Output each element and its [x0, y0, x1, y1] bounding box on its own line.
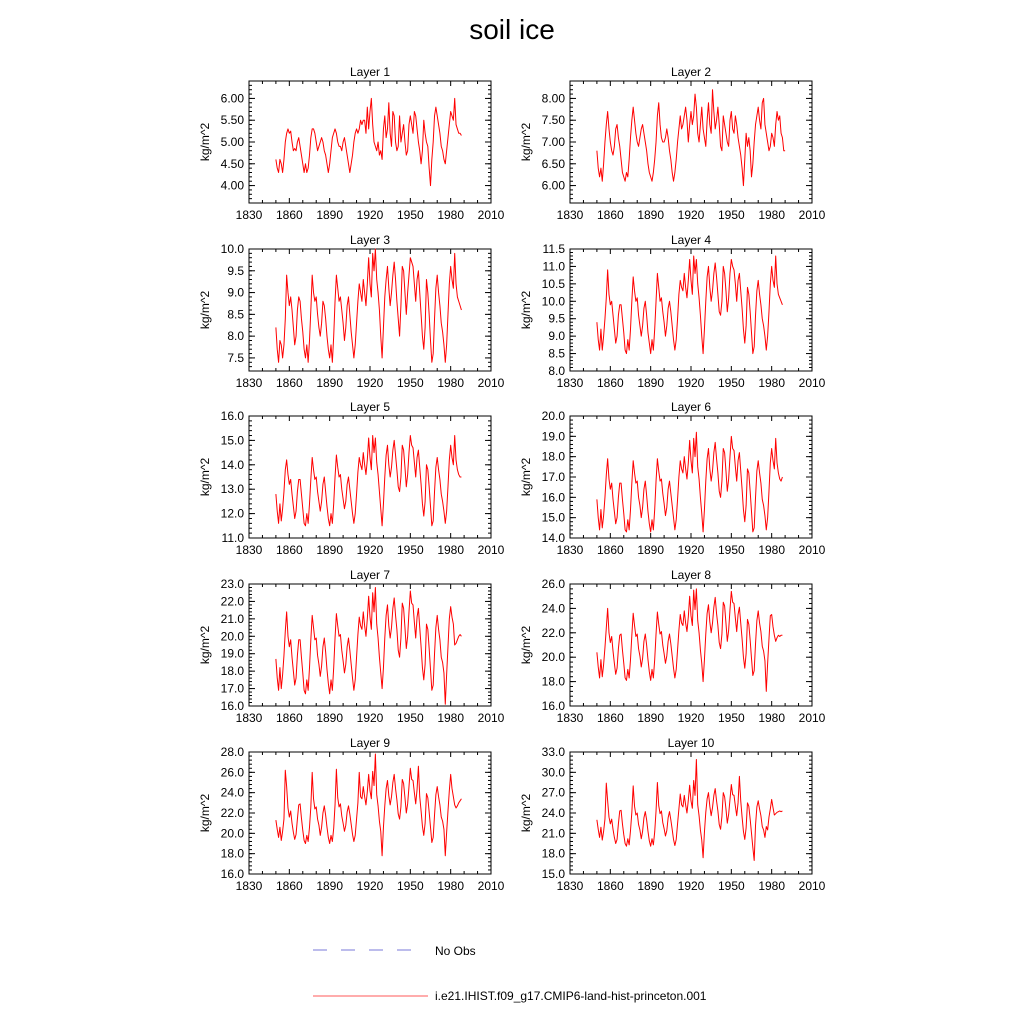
- y-tick-label: 6.00: [541, 178, 565, 193]
- x-tick-label: 1890: [637, 208, 665, 222]
- y-tick-label: 4.00: [220, 178, 244, 193]
- y-tick-label: 20.0: [541, 650, 565, 665]
- y-tick-label: 33.0: [541, 745, 565, 759]
- series-line: [276, 249, 462, 362]
- panel-3: [198, 233, 505, 390]
- plot-frame: [570, 81, 812, 203]
- x-tick-label: 1980: [758, 543, 786, 557]
- x-tick-label: 1980: [437, 711, 465, 725]
- y-tick-label: 22.0: [220, 594, 244, 609]
- x-tick-label: 2010: [477, 208, 505, 222]
- y-tick-label: 6.00: [220, 91, 244, 106]
- x-tick-label: 1860: [596, 711, 624, 725]
- x-tick-label: 1860: [596, 208, 624, 222]
- y-tick-label: 8.5: [548, 346, 565, 361]
- y-axis-label: kg/m^2: [198, 122, 212, 162]
- y-axis-label: kg/m^2: [198, 793, 212, 833]
- y-tick-label: 12.0: [220, 506, 244, 521]
- x-tick-label: 1920: [356, 711, 384, 725]
- x-tick-label: 1920: [677, 208, 705, 222]
- x-tick-label: 1830: [235, 376, 263, 390]
- x-tick-label: 1920: [677, 711, 705, 725]
- series-line: [597, 90, 785, 186]
- x-tick-label: 1890: [637, 376, 665, 390]
- x-tick-label: 1950: [396, 208, 424, 222]
- x-tick-label: 1920: [356, 208, 384, 222]
- y-tick-label: 24.0: [541, 806, 565, 820]
- y-tick-label: 18.0: [541, 846, 565, 861]
- y-axis-label: kg/m^2: [198, 625, 212, 665]
- x-tick-label: 1950: [396, 543, 424, 557]
- x-tick-label: 1980: [758, 879, 786, 893]
- x-tick-label: 1920: [677, 376, 705, 390]
- y-axis-label: kg/m^2: [519, 457, 533, 497]
- series-line: [597, 432, 783, 532]
- y-tick-label: 9.0: [548, 329, 565, 344]
- series-line: [276, 436, 462, 526]
- panel-9: [198, 736, 505, 893]
- plot-frame: [570, 584, 812, 706]
- panel-title: Layer 10: [667, 736, 715, 750]
- y-tick-label: 18.0: [541, 449, 565, 464]
- x-tick-label: 2010: [477, 543, 505, 557]
- y-tick-label: 21.0: [541, 826, 565, 841]
- x-tick-label: 1980: [437, 543, 465, 557]
- x-tick-label: 1920: [677, 543, 705, 557]
- x-tick-label: 1860: [596, 376, 624, 390]
- series-line: [276, 587, 462, 704]
- y-tick-label: 17.0: [541, 470, 565, 484]
- y-tick-label: 19.0: [220, 646, 244, 661]
- x-tick-label: 1950: [717, 208, 745, 222]
- y-tick-label: 13.0: [220, 482, 244, 497]
- x-tick-label: 1920: [356, 879, 384, 893]
- x-tick-label: 1860: [275, 711, 303, 725]
- y-axis-label: kg/m^2: [519, 290, 533, 330]
- panel-6: [519, 400, 826, 557]
- y-tick-label: 15.0: [541, 867, 565, 881]
- x-tick-label: 1860: [275, 376, 303, 390]
- panel-title: Layer 9: [349, 736, 391, 750]
- y-tick-label: 10.0: [220, 242, 244, 256]
- y-tick-label: 9.0: [227, 285, 244, 300]
- x-tick-label: 2010: [798, 376, 826, 390]
- x-tick-label: 2010: [477, 376, 505, 390]
- y-axis-label: kg/m^2: [519, 625, 533, 665]
- x-tick-label: 1950: [396, 711, 424, 725]
- y-axis-label: kg/m^2: [198, 457, 212, 497]
- y-tick-label: 26.0: [220, 765, 244, 780]
- x-tick-label: 1890: [637, 711, 665, 725]
- x-tick-label: 1860: [275, 879, 303, 893]
- y-axis-label: kg/m^2: [198, 290, 212, 330]
- x-tick-label: 1920: [356, 376, 384, 390]
- y-tick-label: 8.5: [227, 307, 244, 322]
- y-tick-label: 18.0: [220, 664, 244, 679]
- y-tick-label: 11.0: [221, 531, 244, 545]
- x-tick-label: 1830: [556, 879, 584, 893]
- x-tick-label: 1830: [556, 208, 584, 222]
- y-tick-label: 15.0: [220, 433, 244, 448]
- x-tick-label: 1980: [437, 208, 465, 222]
- y-tick-label: 28.0: [220, 745, 244, 759]
- x-tick-label: 1950: [396, 879, 424, 893]
- x-tick-label: 2010: [477, 711, 505, 725]
- x-tick-label: 1860: [275, 543, 303, 557]
- y-tick-label: 24.0: [541, 601, 565, 616]
- panel-5: [198, 400, 505, 557]
- panel-title: Layer 4: [670, 233, 712, 247]
- panel-8: [519, 568, 826, 725]
- x-tick-label: 1830: [556, 543, 584, 557]
- x-tick-label: 1980: [437, 879, 465, 893]
- x-tick-label: 1980: [758, 208, 786, 222]
- y-tick-label: 10.5: [541, 276, 565, 291]
- panel-7: [198, 568, 505, 725]
- y-tick-label: 20.0: [220, 826, 244, 841]
- x-tick-label: 1830: [556, 376, 584, 390]
- panel-title: Layer 5: [349, 400, 391, 414]
- y-tick-label: 22.0: [220, 806, 244, 820]
- x-tick-label: 1890: [637, 543, 665, 557]
- y-tick-label: 16.0: [541, 699, 565, 713]
- x-tick-label: 1860: [596, 543, 624, 557]
- y-tick-label: 23.0: [220, 577, 244, 591]
- y-tick-label: 7.50: [541, 113, 565, 128]
- y-axis-label: kg/m^2: [519, 122, 533, 162]
- y-tick-label: 14.0: [541, 531, 565, 545]
- y-tick-label: 18.0: [541, 674, 565, 689]
- x-tick-label: 1860: [275, 208, 303, 222]
- x-tick-label: 1830: [235, 543, 263, 557]
- y-tick-label: 8.00: [541, 91, 565, 106]
- y-tick-label: 17.0: [220, 681, 244, 696]
- panel-title: Layer 1: [349, 65, 391, 79]
- series-line: [597, 256, 783, 354]
- y-tick-label: 10.0: [541, 294, 565, 309]
- y-tick-label: 6.50: [541, 156, 565, 171]
- y-tick-label: 20.0: [541, 409, 565, 423]
- x-tick-label: 1890: [316, 711, 344, 725]
- x-tick-label: 1860: [596, 879, 624, 893]
- y-tick-label: 4.50: [220, 156, 244, 171]
- x-tick-label: 2010: [798, 879, 826, 893]
- y-tick-label: 9.5: [227, 263, 244, 278]
- y-tick-label: 5.50: [220, 113, 244, 128]
- panel-title: Layer 6: [670, 400, 712, 414]
- x-tick-label: 1890: [316, 543, 344, 557]
- x-tick-label: 1890: [637, 879, 665, 893]
- figure-title: soil ice: [469, 14, 555, 45]
- x-tick-label: 1830: [235, 711, 263, 725]
- x-tick-label: 1830: [556, 711, 584, 725]
- y-tick-label: 16.0: [220, 867, 244, 881]
- x-tick-label: 1950: [717, 376, 745, 390]
- legend-label-no-obs: No Obs: [435, 944, 476, 958]
- y-tick-label: 16.0: [541, 490, 565, 505]
- y-tick-label: 19.0: [541, 429, 565, 444]
- y-tick-label: 21.0: [220, 611, 244, 626]
- x-tick-label: 1890: [316, 376, 344, 390]
- x-tick-label: 1950: [396, 376, 424, 390]
- panel-title: Layer 2: [670, 65, 712, 79]
- x-tick-label: 1830: [235, 879, 263, 893]
- y-tick-label: 8.0: [227, 329, 244, 344]
- panel-4: [519, 233, 826, 390]
- y-tick-label: 5.00: [220, 135, 244, 149]
- series-line: [597, 589, 783, 691]
- y-tick-label: 16.0: [220, 699, 244, 713]
- y-tick-label: 24.0: [220, 785, 244, 800]
- panel-10: [519, 736, 826, 893]
- y-tick-label: 9.5: [548, 311, 565, 326]
- x-tick-label: 1980: [758, 376, 786, 390]
- panel-title: Layer 3: [349, 233, 391, 247]
- panel-title: Layer 8: [670, 568, 712, 582]
- x-tick-label: 2010: [477, 879, 505, 893]
- y-tick-label: 11.0: [542, 259, 565, 274]
- x-tick-label: 1920: [356, 543, 384, 557]
- y-tick-label: 20.0: [220, 629, 244, 644]
- x-tick-label: 1980: [758, 711, 786, 725]
- y-tick-label: 30.0: [541, 765, 565, 780]
- y-tick-label: 8.0: [548, 364, 565, 378]
- legend-label-model: i.e21.IHIST.f09_g17.CMIP6-land-hist-princeton.001: [435, 989, 707, 1003]
- panel-2: [519, 65, 826, 222]
- x-tick-label: 1950: [717, 711, 745, 725]
- y-tick-label: 15.0: [541, 510, 565, 525]
- y-tick-label: 16.0: [220, 409, 244, 423]
- series-line: [276, 98, 462, 185]
- series-line: [276, 754, 462, 856]
- x-tick-label: 1950: [717, 879, 745, 893]
- x-tick-label: 2010: [798, 543, 826, 557]
- x-tick-label: 1890: [316, 208, 344, 222]
- y-tick-label: 18.0: [220, 846, 244, 861]
- panel-1: [198, 65, 505, 222]
- y-tick-label: 11.5: [542, 242, 565, 256]
- y-tick-label: 26.0: [541, 577, 565, 591]
- x-tick-label: 1980: [437, 376, 465, 390]
- y-tick-label: 7.5: [227, 350, 244, 365]
- x-tick-label: 1890: [316, 879, 344, 893]
- y-tick-label: 22.0: [541, 625, 565, 640]
- panel-title: Layer 7: [349, 568, 391, 582]
- x-tick-label: 1950: [717, 543, 745, 557]
- y-tick-label: 14.0: [220, 457, 244, 472]
- x-tick-label: 2010: [798, 711, 826, 725]
- y-axis-label: kg/m^2: [519, 793, 533, 833]
- y-tick-label: 7.00: [541, 135, 565, 149]
- x-tick-label: 1920: [677, 879, 705, 893]
- y-tick-label: 27.0: [541, 785, 565, 800]
- x-tick-label: 1830: [235, 208, 263, 222]
- series-line: [597, 759, 783, 860]
- x-tick-label: 2010: [798, 208, 826, 222]
